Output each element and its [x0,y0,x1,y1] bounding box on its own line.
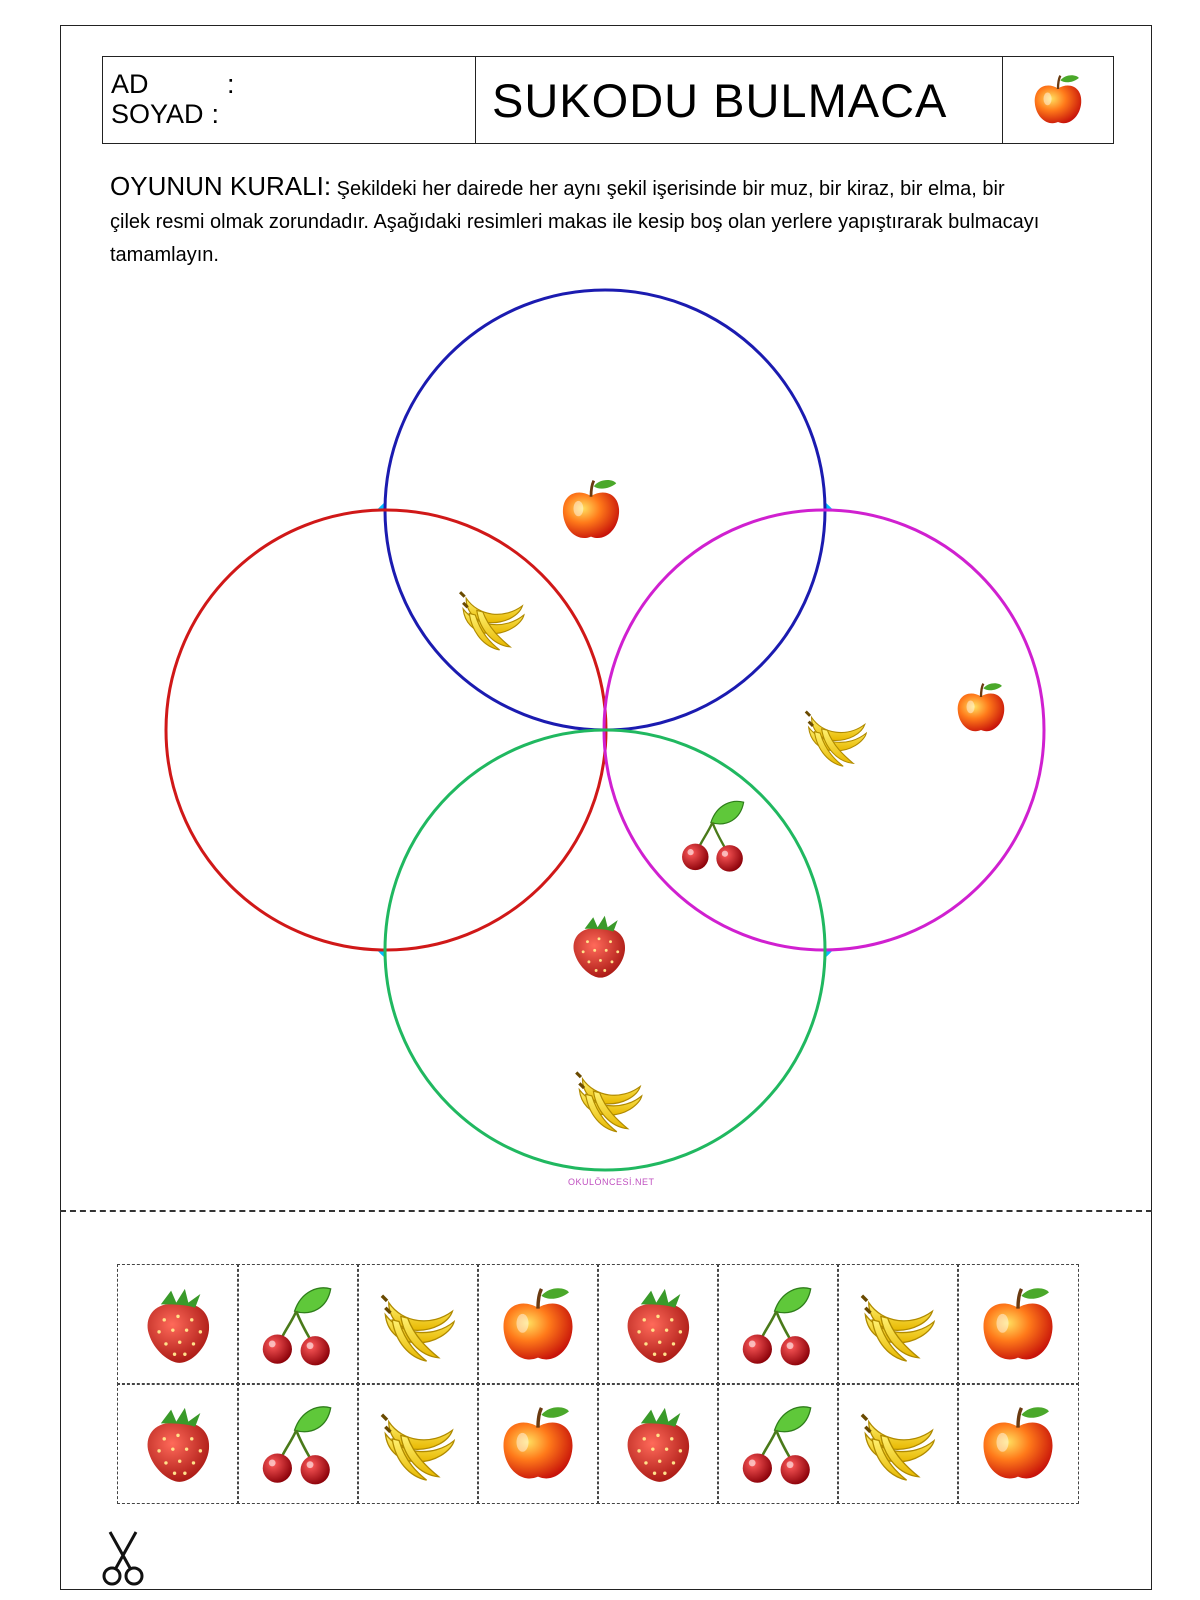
cutout-cell [597,1264,719,1385]
scissors-icon [100,1528,146,1588]
cherry-icon [735,1401,821,1487]
apple-icon [495,1282,581,1368]
strawberry-icon [615,1401,701,1487]
strawberry-icon [135,1282,221,1368]
cutout-cell [957,1383,1079,1504]
watermark: OKULÖNCESİ.NET [568,1177,655,1187]
cutout-cell [237,1383,359,1504]
apple-icon [495,1401,581,1487]
cutout-cell [117,1383,239,1504]
cutout-cell [357,1264,479,1385]
name-colon: : [227,69,235,99]
cutout-cell [237,1264,359,1385]
banana-icon [855,1401,941,1487]
rules-body: Şekildeki her dairede her aynı şekil işerisinde bir muz, bir kiraz, bir elma, bir çilek resmi olmak zorundadır. Aşağıdaki resimleri makas ile kesip boş olan yerlere yapıştırarak bulmacayı tamamlayın. [110,178,1040,266]
strawberry-icon [615,1282,701,1368]
strawberry-icon [135,1401,221,1487]
cutout-cell [837,1383,959,1504]
cutout-cell [837,1264,959,1385]
apple-icon [975,1282,1061,1368]
cherry-icon [255,1282,341,1368]
cutout-cell [717,1383,839,1504]
cutout-cell [117,1264,239,1385]
surname-colon: : [211,99,220,129]
cutout-cell [717,1264,839,1385]
cutout-grid [118,1265,1078,1503]
banana-icon [375,1401,461,1487]
cut-line [60,1210,1152,1212]
name-label: AD [111,69,149,99]
cutout-cell [957,1264,1079,1385]
surname-label: SOYAD [111,99,204,129]
cutout-cell [477,1264,599,1385]
rules-heading: OYUNUN KURALI: [110,171,332,201]
cherry-icon [255,1401,341,1487]
cutout-cell [357,1383,479,1504]
cherry-icon [735,1282,821,1368]
banana-icon [375,1282,461,1368]
cutout-cell [477,1383,599,1504]
page-title: SUKODU BULMACA [476,57,1003,143]
banana-icon [855,1282,941,1368]
cutout-cell [597,1383,719,1504]
apple-icon [975,1401,1061,1487]
